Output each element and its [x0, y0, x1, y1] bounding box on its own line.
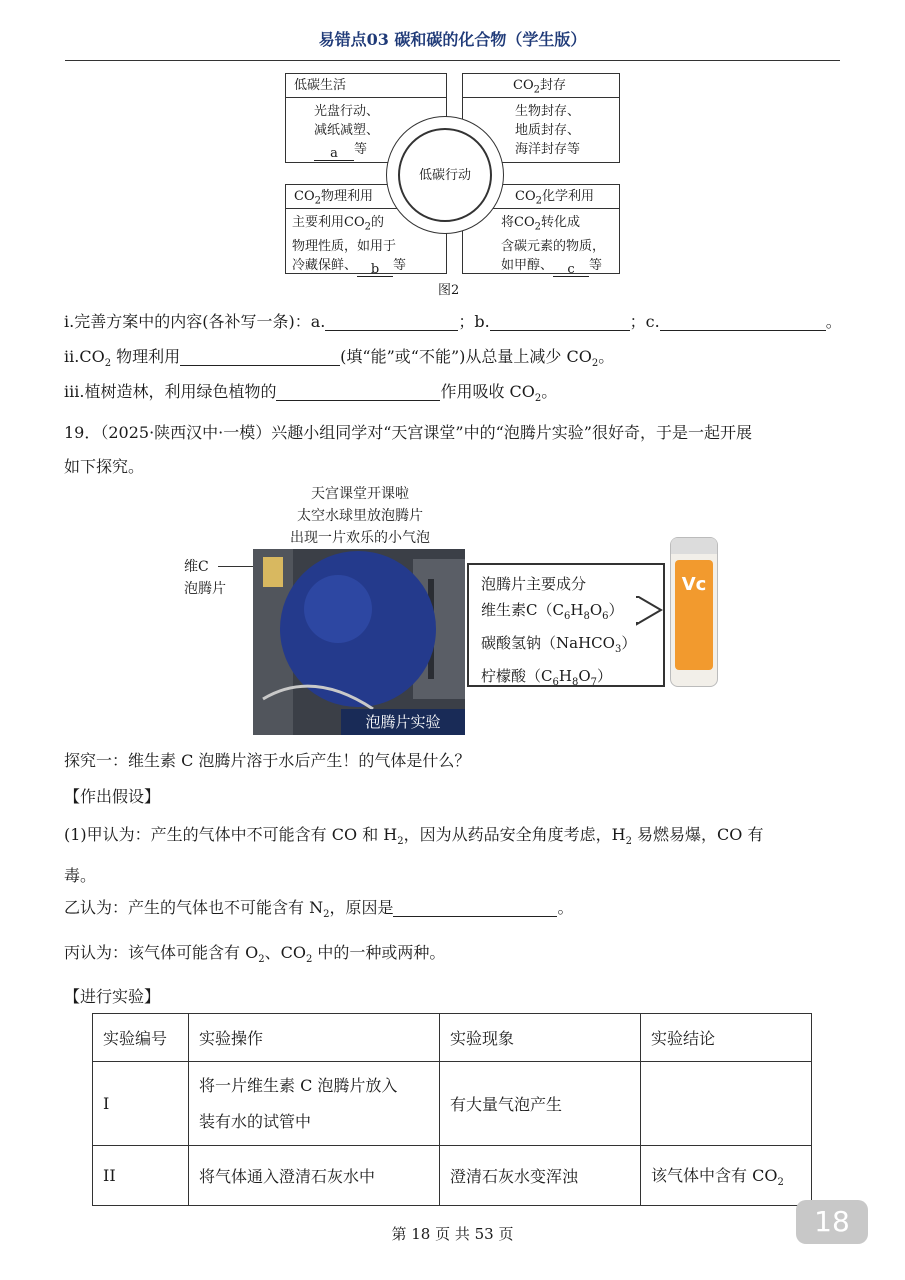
text: 该气体中含有 CO — [651, 1165, 778, 1185]
sub: 8 — [571, 677, 579, 688]
cell-phenomenon: 有大量气泡产生 — [440, 1062, 641, 1146]
photo-illustration — [253, 549, 465, 735]
text: ） — [597, 667, 613, 685]
header-cell: 实验编号 — [93, 1014, 189, 1062]
cell-operation — [189, 1062, 440, 1146]
ingredient-sodium-bicarbonate — [481, 630, 651, 663]
answer-blank-iii[interactable] — [276, 382, 440, 401]
box-line: 光盘行动、 — [314, 104, 380, 119]
text: 将一片维生素 C 泡腾片放入 — [199, 1075, 398, 1095]
text: (填“能”或“不能”)从总量上减少 CO — [340, 347, 592, 366]
answer-blank-ii[interactable] — [180, 347, 340, 366]
sub: 2 — [777, 1177, 784, 1189]
text: 。 — [557, 898, 574, 917]
text: 物理利用 — [111, 347, 181, 366]
box-line: 转化成 — [540, 215, 580, 230]
page-footer: 第 18 页 共 53 页 — [391, 1225, 514, 1243]
sub: 2 — [364, 221, 371, 233]
text: 丙认为：该气体可能含有 O — [64, 943, 259, 962]
sub: 2 — [534, 393, 542, 405]
text: ；c. — [629, 312, 660, 331]
box-line: 减纸减塑、 — [314, 123, 380, 138]
tablet-bottle — [670, 537, 718, 687]
blank-c: c — [553, 260, 589, 277]
cell-no: I — [93, 1062, 189, 1146]
text: H — [570, 601, 584, 619]
title-text: CO — [515, 189, 536, 204]
hypothesis-2 — [64, 896, 574, 927]
sub: 2 — [104, 358, 112, 370]
text: i.完善方案中的内容(各补写一条)：a. — [64, 312, 326, 331]
box-line: 生物封存、 — [515, 104, 581, 119]
box-line: 冷藏保鲜、 — [292, 257, 358, 273]
header-cell: 实验现象 — [440, 1014, 641, 1062]
header-divider — [65, 60, 840, 61]
caption-line: 天宫课堂开课啦 — [311, 486, 409, 502]
sub: 7 — [590, 677, 598, 688]
hypothesis-heading: 【作出假设】 — [64, 787, 161, 806]
sub: 3 — [614, 644, 622, 655]
answer-blank-a[interactable] — [325, 312, 458, 331]
question-19 — [64, 416, 854, 484]
box-line: 如甲醇、 — [501, 257, 554, 273]
answer-blank-reason[interactable] — [393, 898, 557, 917]
text: ，原因是 — [329, 898, 394, 917]
text: 。 — [598, 347, 615, 366]
text: O — [589, 601, 603, 619]
text: 、CO — [264, 943, 306, 962]
text: 19．（2025·陕西汉中·一模）兴趣小组同学对“天宫课堂”中的“泡腾片实验”很好奇，于是一起开展 — [64, 423, 752, 442]
box-line: 地质封存、 — [515, 123, 581, 138]
cell-conclusion — [641, 1146, 812, 1206]
space-water-ball-photo — [253, 549, 465, 735]
blank-a: a — [314, 144, 354, 161]
title-text: 封存 — [539, 78, 566, 93]
text: O — [578, 667, 591, 685]
title-text: CO — [513, 78, 534, 93]
box-title: 低碳生活 — [286, 74, 446, 98]
title-sub: 2 — [535, 195, 542, 207]
page-number-badge[interactable]: 18 — [796, 1200, 868, 1244]
sub: 6 — [602, 611, 609, 622]
sub: 2 — [625, 836, 632, 848]
page-header: 易错点03 碳和碳的化合物（学生版） — [318, 30, 587, 49]
callout-title: 泡腾片主要成分 — [481, 575, 587, 593]
hypothesis-1 — [64, 818, 854, 893]
sub: 2 — [305, 954, 313, 966]
box-line: 将CO — [501, 215, 535, 230]
ingredient-vitamin-c — [481, 597, 651, 630]
sub: 6 — [552, 677, 559, 688]
callout-pointer — [635, 596, 665, 626]
text: ） — [608, 601, 624, 619]
text: iii.植树造林，利用绿色植物的 — [64, 382, 277, 401]
text: 。 — [825, 312, 842, 331]
cell-operation: 将气体通入澄清石灰水中 — [189, 1146, 440, 1206]
box-line: 等 — [393, 257, 407, 273]
title-sub: 2 — [314, 195, 321, 207]
question-iii — [64, 380, 854, 411]
photo-caption: 泡腾片实验 — [341, 709, 465, 735]
text: 维生素C（ — [481, 601, 553, 619]
box-line: 等 — [589, 257, 603, 273]
question-ii — [64, 345, 854, 376]
bottle-cap — [671, 538, 717, 554]
text: 碳酸氢钠（NaHCO — [481, 634, 615, 652]
cell-conclusion[interactable] — [641, 1062, 812, 1146]
box-line: 的 — [370, 215, 384, 230]
answer-blank-b[interactable] — [490, 312, 630, 331]
figure-caption: 图2 — [438, 283, 460, 298]
hypothesis-3 — [64, 941, 445, 972]
text: 毒。 — [64, 866, 97, 886]
center-label: 低碳行动 — [418, 168, 471, 183]
text: 柠檬酸（ — [481, 667, 542, 685]
box-line: 海洋封存等 — [515, 142, 581, 157]
text: (1)甲认为：产生的气体中不可能含有 CO 和 H — [64, 825, 398, 844]
ingredient-citric-acid — [481, 663, 651, 696]
text: 装有水的试管中 — [199, 1111, 312, 1131]
answer-blank-c[interactable] — [660, 312, 826, 331]
text: ；b. — [458, 312, 490, 331]
label-line: 维C — [184, 559, 209, 575]
sub: 6 — [563, 611, 571, 622]
box-line: 主要利用CO — [292, 215, 365, 230]
text: 作用吸收 CO — [440, 382, 535, 401]
sub: 2 — [534, 221, 541, 233]
header-cell: 实验结论 — [641, 1014, 812, 1062]
text: 易燃易爆，CO 有 — [631, 825, 764, 844]
table-row — [93, 1062, 812, 1146]
caption-line: 出现一片欢乐的小气泡 — [290, 530, 430, 546]
box-line: 物理性质，如用于 — [292, 238, 397, 254]
sub: 2 — [258, 954, 265, 966]
cell-phenomenon: 澄清石灰水变浑浊 — [440, 1146, 641, 1206]
text: ，因为从药品安全角度考虑，H — [403, 825, 626, 844]
figure-top-caption — [255, 483, 465, 549]
title-text: CO — [294, 189, 315, 204]
table-header-row — [93, 1014, 812, 1062]
inquiry-one: 探究一：维生素 C 泡腾片溶于水后产生！的气体是什么？ — [64, 751, 471, 770]
label-line: 泡腾片 — [184, 581, 226, 597]
box-line: 等 — [354, 142, 368, 157]
caption-line: 太空水球里放泡腾片 — [297, 508, 423, 524]
question-i — [64, 310, 854, 334]
cell-no: II — [93, 1146, 189, 1206]
experiment-table — [92, 1013, 812, 1206]
text: 中的一种或两种。 — [312, 943, 446, 962]
text: 。 — [541, 382, 558, 401]
text: H — [558, 667, 572, 685]
text: C — [552, 601, 564, 619]
bottle-label: Vc — [675, 560, 713, 670]
title-sub: 2 — [533, 84, 540, 96]
table-row — [93, 1146, 812, 1206]
sub: 2 — [323, 909, 330, 921]
text: ） — [621, 634, 637, 652]
box-title — [463, 74, 619, 98]
blank-b: b — [357, 260, 393, 277]
title-text: 化学利用 — [541, 189, 594, 204]
text: ii.CO — [64, 347, 105, 366]
sub: 8 — [583, 611, 590, 622]
sub: 2 — [397, 836, 404, 848]
header-cell: 实验操作 — [189, 1014, 440, 1062]
box-line: 含碳元素的物质， — [501, 238, 606, 254]
text: 乙认为：产生的气体也不可能含有 N — [64, 898, 324, 917]
text: 如下探究。 — [64, 457, 145, 476]
experiment-heading: 【进行实验】 — [64, 987, 161, 1006]
vc-side-label — [184, 556, 226, 600]
title-text: 物理利用 — [320, 189, 373, 204]
text: C — [541, 667, 553, 685]
sub: 2 — [591, 358, 599, 370]
